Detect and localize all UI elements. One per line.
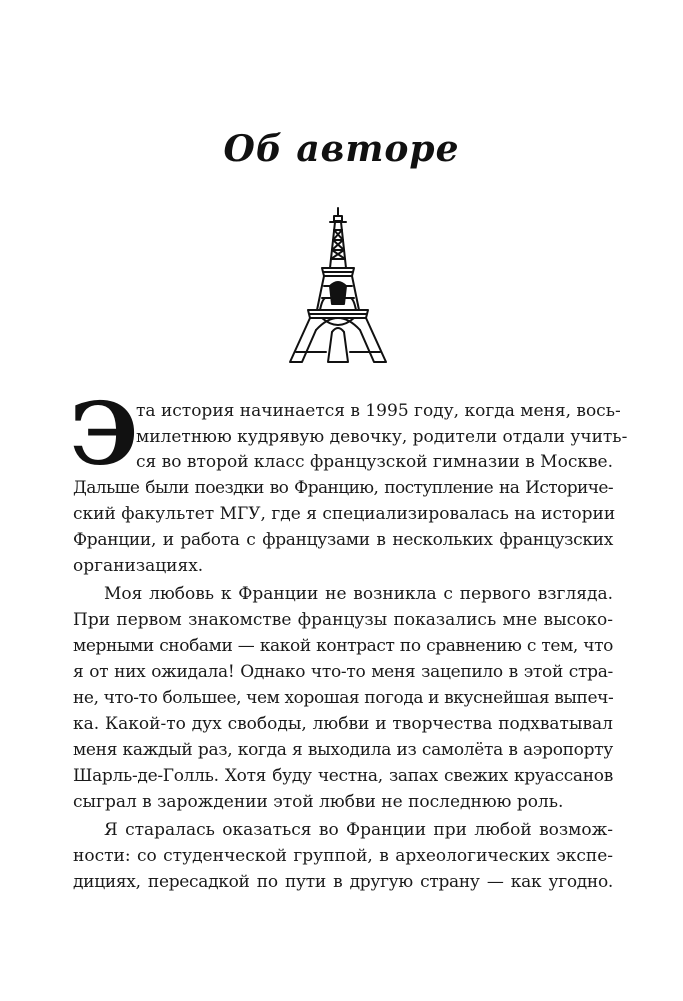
text-line: ка. Какой-то дух свободы, любви и творчества подхватывал (73, 714, 613, 734)
text-line: та история начинается в 1995 году, когда меня, вось- (136, 401, 621, 421)
text-line: ности: со студенческой группой, в археологических экспе- (73, 846, 613, 866)
text-line: организациях. (73, 556, 204, 576)
text-line: меня каждый раз, когда я выходила из самолёта в аэропорту (73, 740, 613, 760)
text-line: ся во второй класс французской гимназии в Москве. (136, 452, 613, 472)
text-line: ский факультет МГУ, где я специализировалась на истории (73, 504, 616, 524)
text-line: мерными снобами — какой контраст по сравнению с тем, что (73, 636, 613, 656)
text-line: Дальше были поездки во Францию, поступление на Историче- (73, 478, 613, 498)
text-line: сыграл в зарождении этой любви не последнюю роль. (73, 792, 564, 812)
text-line: не, что-то большее, чем хорошая погода и вкуснейшая выпеч- (73, 688, 614, 708)
chapter-title: Об авторе (223, 128, 460, 170)
text-line: Моя любовь к Франции не возникла с первого взгляда. (104, 584, 613, 604)
text-line: дициях, пересадкой по пути в другую страну — как угодно. (73, 872, 613, 892)
eiffel-tower-icon (286, 206, 390, 366)
text-line: Франции, и работа с французами в нескольких французских (73, 530, 613, 550)
text-line: я от них ожидала! Однако что-то меня зацепило в этой стра- (73, 662, 613, 682)
text-line: Я старалась оказаться во Франции при любой возмож- (104, 820, 613, 840)
text-line: Шарль-де-Голль. Хотя буду честна, запах свежих круассанов (73, 766, 613, 786)
text-line: милетнюю кудрявую девочку, родители отдали учить- (136, 427, 628, 447)
text-line: При первом знакомстве французы показались мне высоко- (73, 610, 613, 630)
drop-cap: Э (70, 384, 139, 485)
